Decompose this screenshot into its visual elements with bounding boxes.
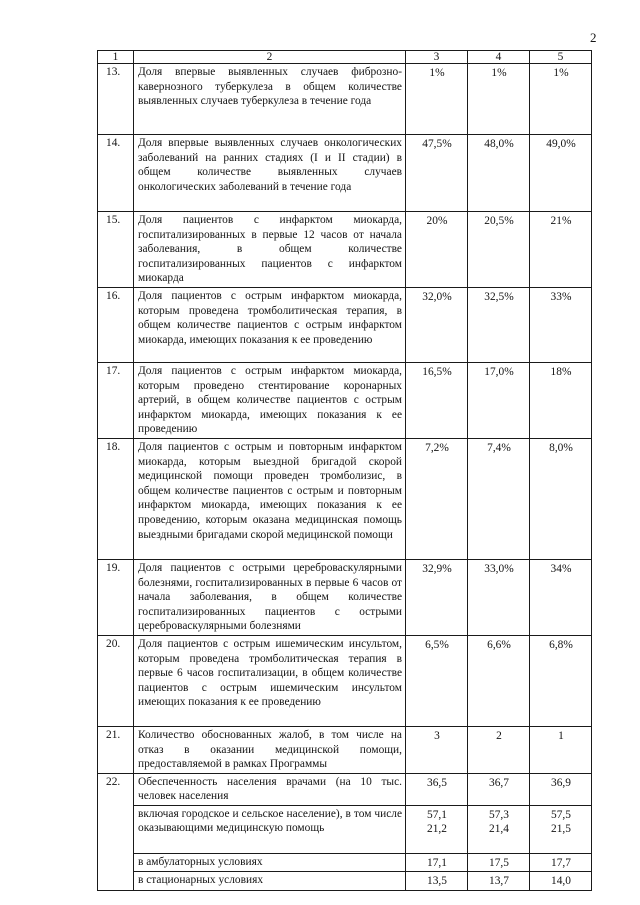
row-description: Доля пациентов с острым и повторным инфарктом миокарда, которым выездной бригадой скорой медицинской помощи проведен тромболизис, в общем количестве пациентов с острым и повторным инфарктом миокарда, имеющих показания к ее проведению, которым оказана медицинская помощь выездными бригадами скорой медицинской помощи	[134, 438, 406, 559]
page-number: 2	[590, 30, 597, 45]
value-col3: 17,1	[406, 853, 468, 872]
value-col3	[406, 805, 468, 853]
value-col4: 6,6%	[468, 635, 530, 726]
value-col3: 36,5	[406, 773, 468, 805]
table-subrow	[98, 853, 592, 872]
row-description: Доля впервые выявленных случаев онкологических заболеваний на ранних стадиях (I и II стадии) в общем количестве выявленных случаев онкологических заболеваний в течение года	[134, 135, 406, 212]
value-col4: 17,5	[468, 853, 530, 872]
row-number: 19.	[98, 559, 134, 635]
value-col5: 36,9	[530, 773, 592, 805]
value-col4: 48,0%	[468, 135, 530, 212]
value-col3: 13,5	[406, 872, 468, 891]
value-col4-line1: 57,3	[489, 808, 509, 821]
row-description: Доля впервые выявленных случаев фиброзно-кавернозного туберкулеза в общем количестве выявленных случаев туберкулеза в течение года	[134, 64, 406, 135]
header-cell: 2	[134, 51, 406, 64]
value-col3: 7,2%	[406, 438, 468, 559]
value-col5: 33%	[530, 287, 592, 362]
value-col3: 16,5%	[406, 362, 468, 438]
row-number: 18.	[98, 438, 134, 559]
row-description: Количество обоснованных жалоб, в том числе на отказ в оказании медицинской помощи, предоставляемой в рамках Программы	[134, 726, 406, 773]
row-number: 21.	[98, 726, 134, 773]
row-number: 17.	[98, 362, 134, 438]
value-col5: 1	[530, 726, 592, 773]
value-col3: 20%	[406, 212, 468, 288]
value-col4	[468, 805, 530, 853]
value-col5: 49,0%	[530, 135, 592, 212]
value-col4: 13,7	[468, 872, 530, 891]
table-row	[98, 635, 592, 726]
value-col3: 32,0%	[406, 287, 468, 362]
header-cell: 5	[530, 51, 592, 64]
value-col5: 18%	[530, 362, 592, 438]
row-description: включая городское и сельское население), в том числе оказывающими медицинскую помощь	[134, 805, 406, 853]
value-col5-line1: 57,5	[551, 808, 571, 821]
row-description: Доля пациентов с острыми цереброваскулярными болезнями, госпитализированных в первые 6 часов от начала заболевания, в общем количестве госпитализированных пациентов с острыми цереброваскулярными болезнями	[134, 559, 406, 635]
value-col4-line2: 21,4	[489, 823, 509, 836]
header-row	[98, 51, 592, 64]
table-row	[98, 135, 592, 212]
value-col3: 6,5%	[406, 635, 468, 726]
table-subrow	[98, 872, 592, 891]
value-col5: 21%	[530, 212, 592, 288]
value-col5-line2: 21,5	[551, 823, 571, 836]
row-number: 15.	[98, 212, 134, 288]
table-subrow	[98, 805, 592, 853]
table-row	[98, 559, 592, 635]
row-description: в стационарных условиях	[134, 872, 406, 891]
row-description: Доля пациентов с инфарктом миокарда, госпитализированных в первые 12 часов от начала заболевания, в общем количестве госпитализированных пациентов с инфарктом миокарда	[134, 212, 406, 288]
header-cell: 1	[98, 51, 134, 64]
row-number: 20.	[98, 635, 134, 726]
row-description: Доля пациентов с острым ишемическим инсультом, которым проведена тромболитическая терапия в первые 6 часов госпитализации, в общем количестве пациентов с острым ишемическим инсультом имеющих показания к ее проведению	[134, 635, 406, 726]
row-number: 16.	[98, 287, 134, 362]
value-col3-line1: 57,1	[427, 808, 447, 821]
row-number: 13.	[98, 64, 134, 135]
value-col5	[530, 805, 592, 853]
row-description: Обеспеченность населения врачами (на 10 тыс. человек населения	[134, 773, 406, 805]
value-col3: 47,5%	[406, 135, 468, 212]
table-row	[98, 287, 592, 362]
value-col4: 7,4%	[468, 438, 530, 559]
indicators-table	[97, 50, 592, 891]
row-description: Доля пациентов с острым инфарктом миокарда, которым проведено стентирование коронарных артерий, в общем количестве пациентов с острым инфарктом миокарда, имеющих показания к ее проведению	[134, 362, 406, 438]
value-col4: 32,5%	[468, 287, 530, 362]
table-row	[98, 212, 592, 288]
value-col4: 33,0%	[468, 559, 530, 635]
table-row	[98, 438, 592, 559]
table-row	[98, 64, 592, 135]
header-cell: 3	[406, 51, 468, 64]
value-col4: 1%	[468, 64, 530, 135]
value-col5: 14,0	[530, 872, 592, 891]
table-row	[98, 362, 592, 438]
table-row	[98, 773, 592, 805]
value-col3: 3	[406, 726, 468, 773]
row-number: 14.	[98, 135, 134, 212]
value-col5: 8,0%	[530, 438, 592, 559]
value-col4: 36,7	[468, 773, 530, 805]
value-col3: 32,9%	[406, 559, 468, 635]
value-col5: 6,8%	[530, 635, 592, 726]
header-cell: 4	[468, 51, 530, 64]
row-number: 22.	[98, 773, 134, 890]
value-col3-line2: 21,2	[427, 823, 447, 836]
row-description: в амбулаторных условиях	[134, 853, 406, 872]
value-col5: 1%	[530, 64, 592, 135]
value-col4: 2	[468, 726, 530, 773]
value-col4: 20,5%	[468, 212, 530, 288]
row-description: Доля пациентов с острым инфарктом миокарда, которым проведена тромболитическая терапия, в общем количестве пациентов с острым инфарктом миокарда, имеющих показания к ее проведению	[134, 287, 406, 362]
value-col3: 1%	[406, 64, 468, 135]
table-row	[98, 726, 592, 773]
value-col4: 17,0%	[468, 362, 530, 438]
value-col5: 17,7	[530, 853, 592, 872]
value-col5: 34%	[530, 559, 592, 635]
